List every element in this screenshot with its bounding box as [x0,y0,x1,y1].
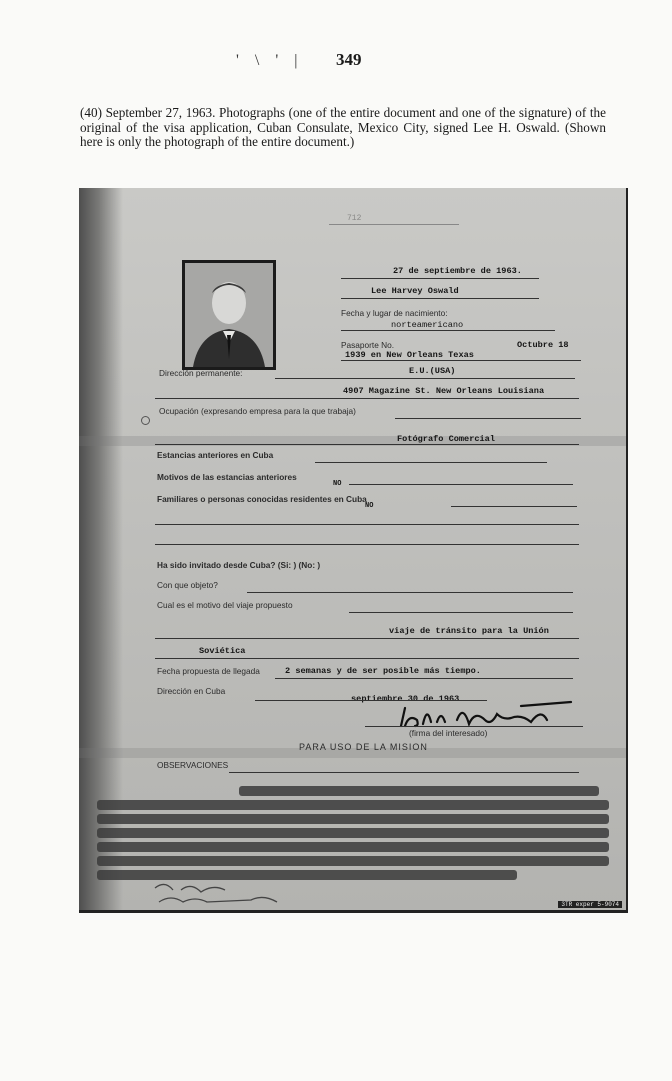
motivos-label: Motivos de las estancias anteriores [157,472,297,482]
line [155,398,579,399]
observaciones-typed-line [97,814,609,824]
ocupacion-value: Fotógrafo Comercial [397,434,495,444]
objeto-label: Con que objeto? [157,580,218,590]
bottom-stamp: 3TR exper 5-9074 [558,901,622,908]
line [451,506,577,507]
observaciones-typed-line [97,800,609,810]
observaciones-typed-line [239,786,599,796]
ocupacion-label: Ocupación (expresando empresa para la que trabaja) [159,406,356,416]
firma-label: (firma del interesado) [409,728,488,738]
direccion-permanente-value-2: 4907 Magazine St. New Orleans Louisiana [343,386,545,396]
line [155,524,579,525]
line [155,544,579,545]
familiares-label: Familiares o personas conocidas residentes en Cuba [157,494,367,504]
invitado-label: Ha sido invitado desde Cuba? (Si: ) (No: ) [157,560,321,570]
birth-date-value: Octubre 18 [517,340,569,350]
motivos-value: NO [333,480,342,488]
line [341,330,555,331]
para-uso-label: PARA USO DE LA MISION [299,742,428,752]
observaciones-typed-line [97,828,609,838]
portrait-figure [185,263,273,367]
fecha-value: 27 de septiembre de 1963. [393,266,522,276]
observaciones-typed-line [97,856,609,866]
motivo-viaje-value-2: Soviética [199,646,246,656]
line [349,612,573,613]
fecha-propuesta-label: Fecha propuesta de llegada [157,666,260,676]
observaciones-typed-line [97,842,609,852]
page-number: 349 [336,50,362,69]
line [155,658,579,659]
figure-caption: (40) September 27, 1963. Photographs (one of the entire document and one of the signature) of the original of the visa application, Cuban Consulate, Mexico City, signed Lee H. Oswald. (Shown here is only the photograph of the entire document.) [80,105,606,149]
direccion-cuba-label: Dirección en Cuba [157,686,226,696]
pasaporte-label: Pasaporte No. [341,340,395,350]
line [247,592,573,593]
motivo-viaje-label: Cual es el motivo del viaje propuesto [157,600,293,610]
line [341,360,581,361]
line [329,224,459,225]
line [395,418,581,419]
line [315,462,547,463]
birth-place-value: 1939 en New Orleans Texas [345,350,474,360]
line [349,484,573,485]
direccion-cuba-value: septiembre 30 de 1963 [351,694,460,704]
motivo-viaje-value: viaje de tránsito para la Unión [389,626,549,636]
punch-hole [141,416,150,425]
ciudadano-value: Lee Harvey Oswald [371,286,459,296]
visa-application-photograph [79,188,628,913]
line [275,678,573,679]
margin-scratches: ' \ ' | [236,52,304,69]
direccion-permanente-label: Dirección permanente: [159,368,243,378]
line [341,298,539,299]
line [155,638,579,639]
familiares-value: NO [365,502,374,510]
nationality-value: norteamericano [391,320,464,330]
form-top-number: 712 [347,214,362,223]
signature-line [365,726,583,727]
estancias-label: Estancias anteriores en Cuba [157,450,274,460]
observaciones-typed-line [97,870,517,880]
line [155,444,579,445]
line [229,772,579,773]
official-handwritten-note [151,880,291,908]
line [275,378,575,379]
fecha-propuesta-value: 2 semanas y de ser posible más tiempo. [285,666,481,676]
applicant-photo [182,260,276,370]
line [341,278,539,279]
direccion-permanente-value-1: E.U.(USA) [409,366,456,376]
observaciones-label: OBSERVACIONES [157,760,229,770]
fecha-lugar-label: Fecha y lugar de nacimiento: [341,308,448,318]
